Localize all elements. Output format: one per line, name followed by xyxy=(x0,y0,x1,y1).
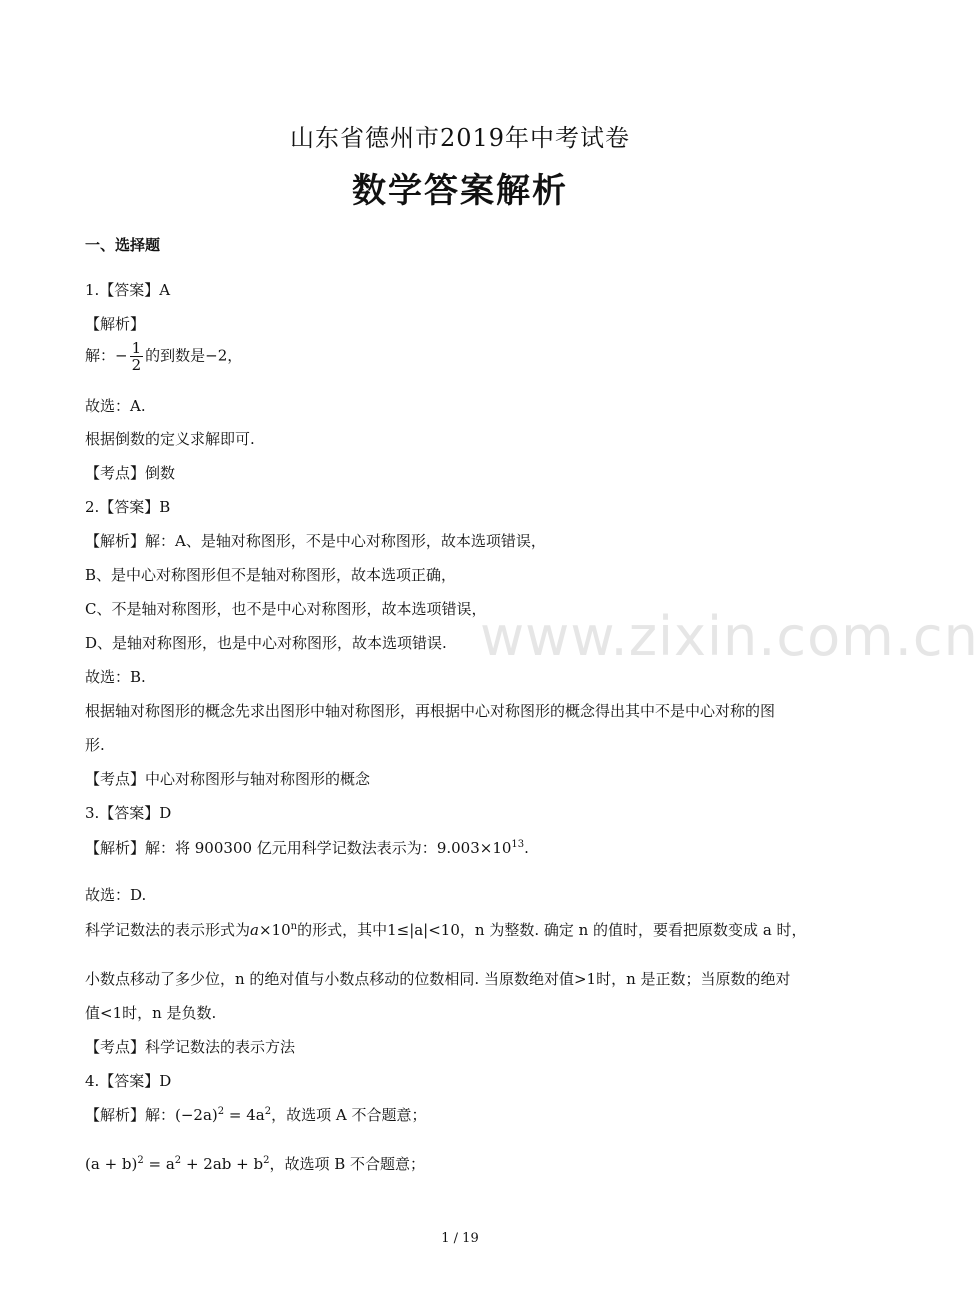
q4-expr-b-note: ，故选项 B 不合题意； xyxy=(269,1155,426,1173)
q3-rule-line3: 值<1时，n 是负数. xyxy=(85,1004,217,1022)
q3-sci-exponent: 13 xyxy=(511,839,525,850)
q4-expr-a-eq: = 4a xyxy=(224,1106,265,1124)
page-number: 1 / 19 xyxy=(441,1231,479,1246)
q3-rule-a-exponent: n xyxy=(290,921,298,932)
q2-method-line2: 形. xyxy=(85,736,105,754)
q3-rule-a-times: ×10 xyxy=(258,921,291,939)
q3-analysis-text: 【解析】解：将 900300 亿元用科学记数法表示为： xyxy=(85,839,437,857)
q4-expr-b-eq: = a xyxy=(143,1155,175,1173)
q3-answer: 3.【答案】D xyxy=(85,804,172,822)
document-title: 山东省德州市2019年中考试卷 xyxy=(289,124,631,152)
q2-analysis-a: 【解析】解：A、是轴对称图形，不是中心对称图形，故本选项错误， xyxy=(85,532,546,550)
q4-expr-a: (−2a) xyxy=(175,1106,218,1124)
q1-solve-suffix: 的到数是 xyxy=(145,346,206,365)
q2-topic: 【考点】中心对称图形与轴对称图形的概念 xyxy=(85,770,371,788)
q4-expr-b: (a + b) xyxy=(85,1155,138,1173)
q4-expr-a-exp2: 2 xyxy=(264,1106,272,1117)
q1-fraction xyxy=(130,340,144,373)
q3-analysis xyxy=(85,838,529,858)
q4-answer: 4.【答案】D xyxy=(85,1072,172,1090)
q2-analysis-c: C、不是轴对称图形，也不是中心对称图形，故本选项错误， xyxy=(85,600,487,618)
q1-method: 根据倒数的定义求解即可. xyxy=(85,430,255,448)
q4-analysis-a xyxy=(85,1105,427,1125)
q4-expr-a-exp: 2 xyxy=(217,1106,225,1117)
q2-choice: 故选：B. xyxy=(85,668,146,686)
q1-topic: 【考点】倒数 xyxy=(85,464,176,482)
q1-analysis-label: 【解析】 xyxy=(85,315,146,333)
q4-expr-b-exp3: 2 xyxy=(263,1155,270,1166)
q4-expr-a-note: ，故选项 A 不合题意； xyxy=(271,1106,427,1124)
q1-solution xyxy=(85,340,242,373)
q1-frac-numerator: 1 xyxy=(131,339,142,357)
q4-expr-b-exp: 2 xyxy=(137,1155,144,1166)
q2-analysis-d: D、是轴对称图形，也是中心对称图形，故本选项错误. xyxy=(85,634,447,652)
section-heading: 一、选择题 xyxy=(85,236,161,254)
q3-sci-base: 9.003×10 xyxy=(436,839,512,857)
q4-analysis-prefix: 【解析】解： xyxy=(85,1106,176,1124)
q2-method-line1: 根据轴对称图形的概念先求出图形中轴对称图形，再根据中心对称图形的概念得出其中不是中心对称的图 xyxy=(85,702,776,720)
q3-choice: 故选：D. xyxy=(85,886,147,904)
q3-rule-a-rest: 的形式，其中1≤|a|<10，n 为整数. 确定 n 的值时，要看把原数变成 a 时， xyxy=(297,921,807,939)
document-subtitle: 数学答案解析 xyxy=(352,171,568,211)
q3-sci-end: . xyxy=(524,839,529,857)
q3-rule-a: 科学记数法的表示形式为 xyxy=(85,921,251,939)
q1-choice: 故选：A. xyxy=(85,397,146,415)
q2-analysis-b: B、是中心对称图形但不是轴对称图形，故本选项正确， xyxy=(85,566,457,584)
q1-solve-prefix: 解： xyxy=(85,346,116,365)
q3-rule-line2: 小数点移动了多少位，n 的绝对值与小数点移动的位数相同. 当原数绝对值>1时，n 是正数；当原数的绝对 xyxy=(85,970,791,988)
watermark: www.zixin.com.cn xyxy=(480,605,979,668)
q1-solve-value: −2， xyxy=(205,346,243,365)
q4-analysis-b xyxy=(85,1154,425,1174)
q1-answer: 1.【答案】A xyxy=(85,281,171,299)
q1-frac-sign: − xyxy=(115,346,128,365)
q2-answer: 2.【答案】B xyxy=(85,498,171,516)
q3-topic: 【考点】科学记数法的表示方法 xyxy=(85,1038,296,1056)
q3-rule-a-var: a xyxy=(250,921,259,939)
q3-rule-line1 xyxy=(85,920,807,940)
q1-frac-denominator: 2 xyxy=(131,356,142,374)
q4-expr-b-mid: + 2ab + b xyxy=(181,1155,264,1173)
q4-expr-b-exp2: 2 xyxy=(174,1155,182,1166)
